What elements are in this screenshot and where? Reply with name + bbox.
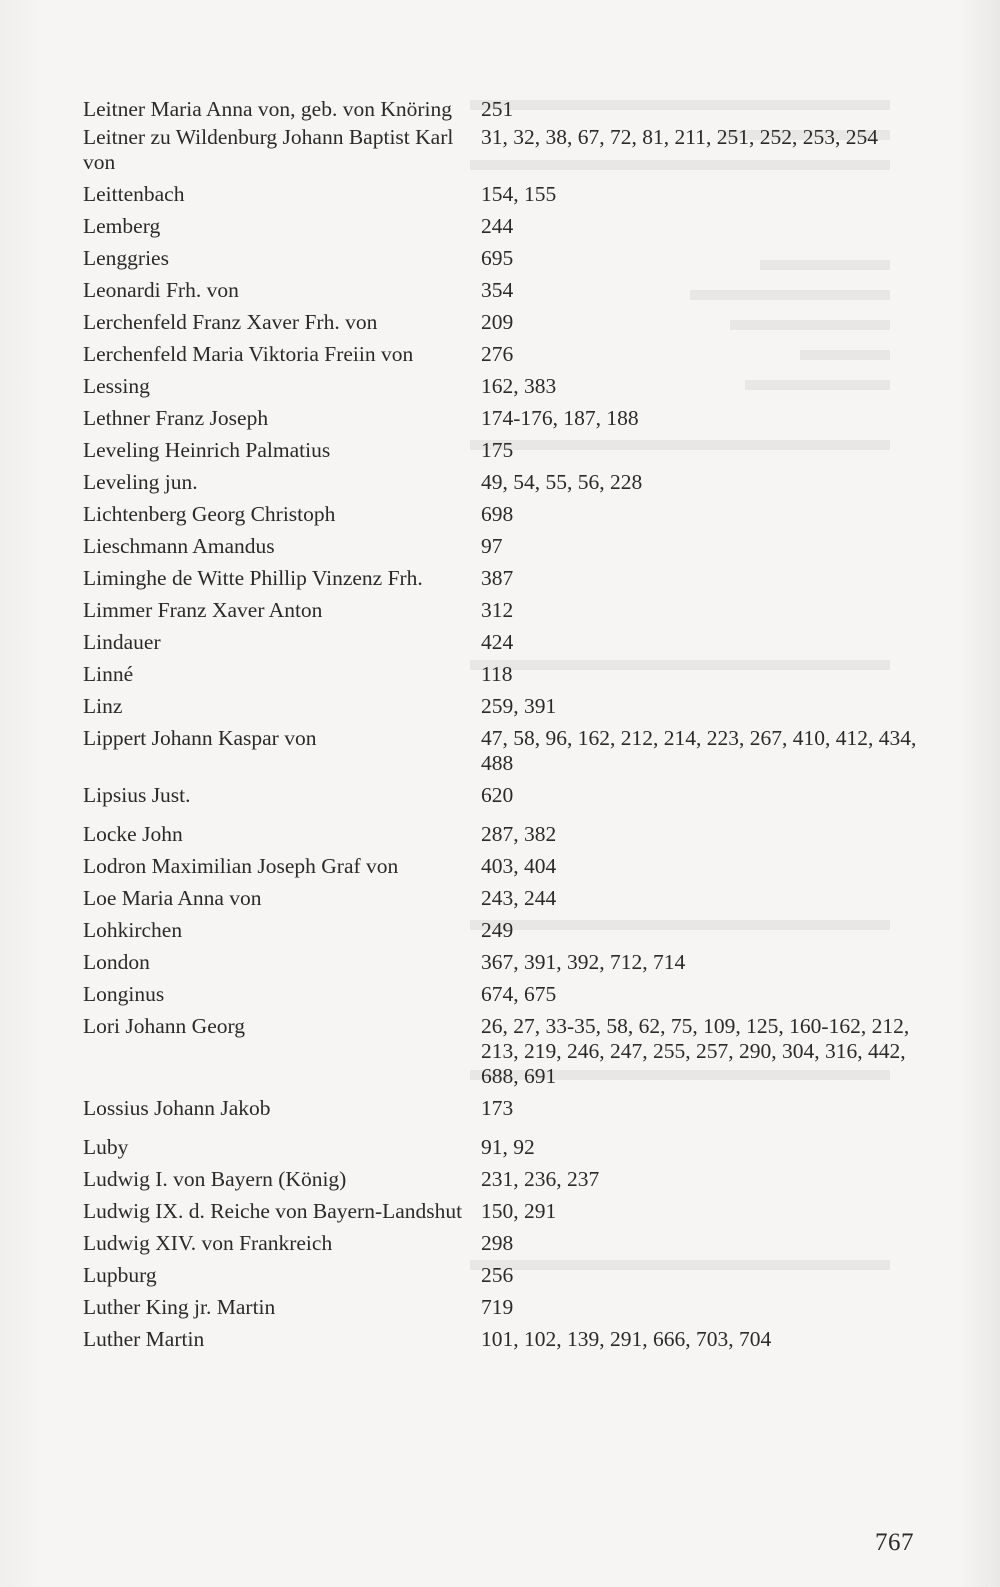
index-term: Linz [83, 694, 123, 718]
index-entry [83, 662, 923, 687]
index-page-refs: 387 [481, 566, 514, 590]
index-term: Luby [83, 1135, 129, 1159]
index-entry [83, 97, 923, 122]
index-page-refs: 698 [481, 502, 514, 526]
index-entry [83, 534, 923, 559]
index-term: Luther Martin [83, 1327, 205, 1351]
index-page-refs: 674, 675 [481, 982, 557, 1006]
index-page-refs: 620 [481, 783, 514, 807]
index-page-refs: 118 [481, 662, 513, 686]
index-page-refs: 101, 102, 139, 291, 666, 703, 704 [481, 1327, 772, 1351]
index-entry [83, 1295, 923, 1320]
index-entry [83, 406, 923, 431]
index-page-refs: 150, 291 [481, 1199, 557, 1223]
index-entry [83, 822, 923, 847]
index-page-refs: 424 [481, 630, 514, 654]
index-term: Lupburg [83, 1263, 157, 1287]
index-term: Lemberg [83, 214, 161, 238]
index-term: Liminghe de Witte Phillip Vinzenz Frh. [83, 566, 423, 590]
index-entry [83, 182, 923, 207]
index-term: Loe Maria Anna von [83, 886, 262, 910]
index-page-refs: 175 [481, 438, 514, 462]
index-entry [83, 1135, 923, 1160]
index-page-refs: 719 [481, 1295, 514, 1319]
index-page-refs: 162, 383 [481, 374, 557, 398]
index-entry [83, 566, 923, 591]
index-term: London [83, 950, 150, 974]
index-term: Leitner zu Wildenburg Johann Baptist Karl von [83, 125, 454, 174]
index-page-refs: 31, 32, 38, 67, 72, 81, 211, 251, 252, 253, 254 [481, 125, 878, 149]
index-page-refs: 231, 236, 237 [481, 1167, 600, 1191]
index-entry [83, 1014, 923, 1089]
index-page-refs: 259, 391 [481, 694, 557, 718]
page-number: 767 [875, 1529, 914, 1556]
index-page-refs: 243, 244 [481, 886, 557, 910]
index-page-refs: 154, 155 [481, 182, 557, 206]
index-entry [83, 598, 923, 623]
index-term: Leitner Maria Anna von, geb. von Knöring [83, 97, 452, 121]
index-entry [83, 246, 923, 271]
index-entry [83, 1199, 923, 1224]
index-entry [83, 1327, 923, 1352]
index-entry [83, 1231, 923, 1256]
index-entry [83, 950, 923, 975]
index-page-refs: 403, 404 [481, 854, 557, 878]
index-entry [83, 1096, 923, 1121]
index-term: Linné [83, 662, 134, 686]
index-page-refs: 173 [481, 1096, 514, 1120]
index-page-refs: 251 [481, 97, 514, 121]
index-entry [83, 374, 923, 399]
index-entry [83, 886, 923, 911]
index-term: Ludwig IX. d. Reiche von Bayern-Landshut [83, 1199, 463, 1223]
index-term: Lohkirchen [83, 918, 183, 942]
index-entry [83, 982, 923, 1007]
index-page-refs: 276 [481, 342, 514, 366]
index-entry [83, 854, 923, 879]
index-page-refs: 287, 382 [481, 822, 557, 846]
index-page-refs: 26, 27, 33-35, 58, 62, 75, 109, 125, 160-162, 212, 213, 219, 246, 247, 255, 257, 290, 304, 316, 442, 688, 691 [481, 1014, 910, 1088]
index-term: Leveling Heinrich Palmatius [83, 438, 331, 462]
index-page-refs: 209 [481, 310, 514, 334]
index-term: Lethner Franz Joseph [83, 406, 269, 430]
index-page-refs: 367, 391, 392, 712, 714 [481, 950, 686, 974]
index-entry [83, 1167, 923, 1192]
index-term: Limmer Franz Xaver Anton [83, 598, 323, 622]
index-page-refs: 695 [481, 246, 514, 270]
index-page-refs: 354 [481, 278, 514, 302]
index-entry [83, 214, 923, 239]
index-term: Lenggries [83, 246, 169, 270]
index-page-refs: 249 [481, 918, 514, 942]
index-entry [83, 278, 923, 303]
index-entry [83, 1263, 923, 1288]
index-entry [83, 694, 923, 719]
index-term: Ludwig XIV. von Frankreich [83, 1231, 333, 1255]
index-list [83, 97, 923, 1359]
index-term: Lodron Maximilian Joseph Graf von [83, 854, 399, 878]
index-page-refs: 47, 58, 96, 162, 212, 214, 223, 267, 410, 412, 434, 488 [481, 726, 917, 775]
index-term: Locke John [83, 822, 183, 846]
index-page-refs: 49, 54, 55, 56, 228 [481, 470, 643, 494]
index-term: Lindauer [83, 630, 161, 654]
index-term: Leittenbach [83, 182, 185, 206]
index-page-refs: 312 [481, 598, 514, 622]
index-term: Leonardi Frh. von [83, 278, 239, 302]
index-page-refs: 97 [481, 534, 503, 558]
index-term: Longinus [83, 982, 165, 1006]
index-term: Lippert Johann Kaspar von [83, 726, 317, 750]
index-term: Leveling jun. [83, 470, 198, 494]
index-term: Lori Johann Georg [83, 1014, 246, 1038]
index-term: Lerchenfeld Maria Viktoria Freiin von [83, 342, 414, 366]
index-term: Lichtenberg Georg Christoph [83, 502, 336, 526]
index-term: Lerchenfeld Franz Xaver Frh. von [83, 310, 378, 334]
index-term: Lieschmann Amandus [83, 534, 275, 558]
index-entry [83, 630, 923, 655]
index-entry [83, 918, 923, 943]
index-term: Lossius Johann Jakob [83, 1096, 271, 1120]
index-term: Ludwig I. von Bayern (König) [83, 1167, 347, 1191]
index-term: Lipsius Just. [83, 783, 191, 807]
index-page-refs: 256 [481, 1263, 514, 1287]
index-term: Luther King jr. Martin [83, 1295, 276, 1319]
index-page-refs: 174-176, 187, 188 [481, 406, 639, 430]
index-page-refs: 298 [481, 1231, 514, 1255]
index-term: Lessing [83, 374, 150, 398]
index-entry [83, 726, 923, 776]
index-entry [83, 342, 923, 367]
index-entry [83, 310, 923, 335]
index-entry [83, 502, 923, 527]
index-page-refs: 91, 92 [481, 1135, 535, 1159]
index-page-refs: 244 [481, 214, 514, 238]
index-entry [83, 470, 923, 495]
index-entry [83, 438, 923, 463]
index-entry [83, 783, 923, 808]
index-entry [83, 125, 923, 175]
